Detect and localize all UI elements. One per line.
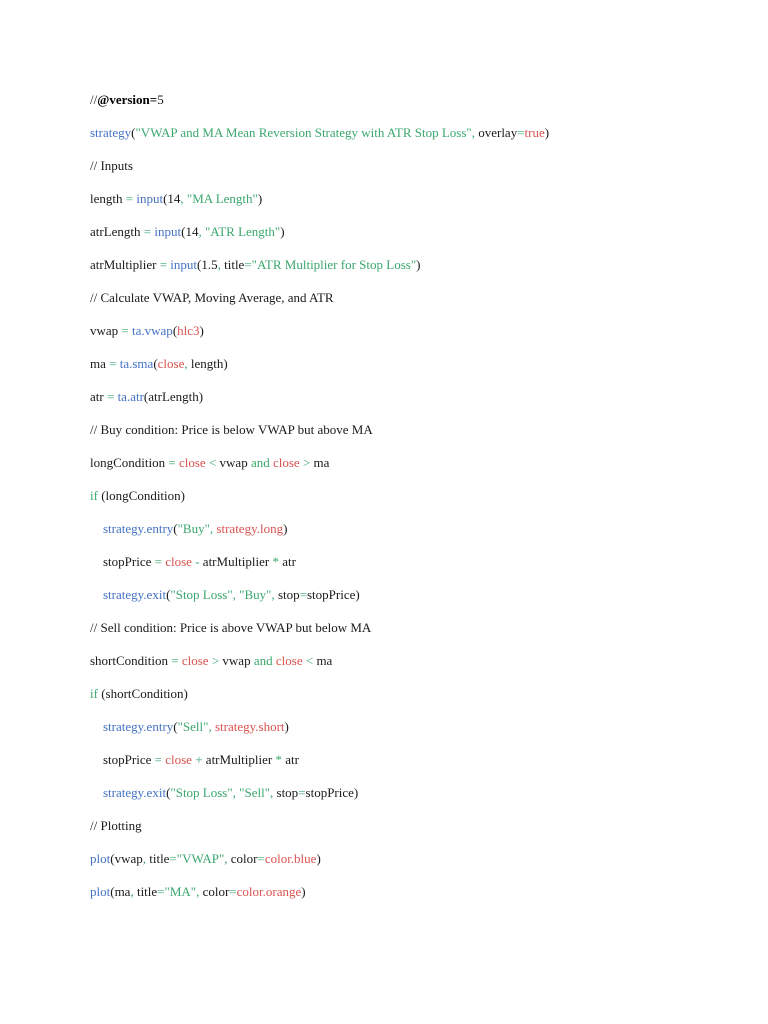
code-token-op: = bbox=[169, 851, 177, 866]
code-token-op: * bbox=[275, 752, 286, 767]
code-token-plain: (vwap bbox=[110, 851, 143, 866]
code-token-op: = bbox=[298, 785, 306, 800]
code-token-keyword: close bbox=[157, 356, 185, 371]
code-token-plain: length) bbox=[190, 356, 228, 371]
code-line bbox=[90, 850, 740, 883]
code-token-keyword: close bbox=[272, 455, 303, 470]
code-token-op: > bbox=[302, 455, 314, 470]
code-token-plain: 5 bbox=[157, 92, 164, 107]
code-token-plain: title bbox=[136, 884, 158, 899]
code-token-plain: // bbox=[90, 92, 98, 107]
code-token-func: strategy.entry bbox=[103, 521, 174, 536]
code-token-op: , bbox=[184, 356, 191, 371]
code-line bbox=[90, 322, 740, 355]
code-line bbox=[90, 685, 740, 718]
code-token-func: strategy.exit bbox=[103, 785, 167, 800]
code-token-plain: stopPrice bbox=[103, 752, 155, 767]
code-token-plain: atr bbox=[90, 389, 107, 404]
code-token-func: input bbox=[136, 191, 164, 206]
code-token-plain: (atrLength) bbox=[143, 389, 204, 404]
code-line bbox=[90, 586, 740, 619]
code-token-plain: vwap bbox=[219, 455, 251, 470]
code-token-plain: atrMultiplier bbox=[202, 554, 273, 569]
code-token-string: "Sell", bbox=[177, 719, 215, 734]
code-token-op: = bbox=[244, 257, 252, 272]
code-token-string: "VWAP and MA Mean Reversion Strategy with ATR Stop Loss", bbox=[135, 125, 479, 140]
code-token-plain: stop bbox=[276, 785, 299, 800]
code-token-comment: // Sell condition: Price is above VWAP but below MA bbox=[90, 620, 372, 635]
code-token-plain: ( bbox=[131, 125, 136, 140]
code-token-op: + bbox=[195, 752, 206, 767]
code-token-keyword: strategy.long bbox=[216, 521, 284, 536]
code-token-op: and bbox=[250, 455, 273, 470]
code-token-func: plot bbox=[90, 884, 111, 899]
code-token-string: "MA", bbox=[164, 884, 203, 899]
code-token-plain: longCondition bbox=[90, 455, 169, 470]
code-line bbox=[90, 817, 740, 850]
code-token-op: = bbox=[157, 884, 165, 899]
code-line bbox=[90, 751, 740, 784]
code-token-string: "VWAP", bbox=[176, 851, 231, 866]
code-token-plain: title bbox=[224, 257, 245, 272]
code-token-plain: atr bbox=[282, 554, 296, 569]
code-line bbox=[90, 784, 740, 817]
code-token-plain: ( bbox=[166, 587, 171, 602]
code-token-plain: ( bbox=[173, 719, 178, 734]
code-token-op: * bbox=[272, 554, 283, 569]
code-token-string: "Stop Loss", "Buy", bbox=[170, 587, 278, 602]
code-token-op: > bbox=[211, 653, 223, 668]
code-line bbox=[90, 91, 740, 124]
code-token-op: = bbox=[229, 884, 237, 899]
code-line bbox=[90, 883, 740, 916]
code-token-op: and bbox=[253, 653, 276, 668]
code-token-func: ta.atr bbox=[117, 389, 144, 404]
code-token-op: = bbox=[159, 257, 171, 272]
code-line bbox=[90, 289, 740, 322]
code-token-func: strategy.entry bbox=[103, 719, 174, 734]
code-token-plain: (shortCondition) bbox=[101, 686, 188, 701]
code-token-string: "MA Length" bbox=[186, 191, 258, 206]
code-token-keyword: close bbox=[165, 752, 196, 767]
code-token-string: "Stop Loss", "Sell", bbox=[170, 785, 277, 800]
code-token-plain: (14 bbox=[163, 191, 181, 206]
code-token-plain: color bbox=[202, 884, 230, 899]
code-token-keyword: close bbox=[165, 554, 196, 569]
code-token-plain: stop bbox=[277, 587, 300, 602]
code-token-plain: (1.5 bbox=[197, 257, 218, 272]
code-token-func: strategy bbox=[90, 125, 132, 140]
code-token-plain: stopPrice) bbox=[306, 587, 360, 602]
code-line bbox=[90, 553, 740, 586]
code-token-keyword: true bbox=[524, 125, 545, 140]
code-line bbox=[90, 190, 740, 223]
code-line bbox=[90, 652, 740, 685]
code-token-keyword: close bbox=[275, 653, 306, 668]
code-token-op: = bbox=[154, 752, 166, 767]
code-token-op: < bbox=[305, 653, 317, 668]
code-token-op: , bbox=[130, 884, 137, 899]
code-token-func: ta.sma bbox=[119, 356, 154, 371]
code-token-keyword: close bbox=[181, 653, 212, 668]
code-token-plain: ) bbox=[283, 521, 288, 536]
code-token-op: = bbox=[121, 323, 133, 338]
code-token-plain: ( bbox=[172, 323, 178, 338]
code-token-op: = bbox=[517, 125, 525, 140]
code-token-plain: atrMultiplier bbox=[205, 752, 276, 767]
code-token-func: input bbox=[170, 257, 198, 272]
code-token-plain: ) bbox=[284, 719, 289, 734]
code-line bbox=[90, 487, 740, 520]
code-line bbox=[90, 157, 740, 190]
code-token-func: plot bbox=[90, 851, 111, 866]
code-token-op: = bbox=[143, 224, 155, 239]
code-line bbox=[90, 520, 740, 553]
code-token-plain: ) bbox=[257, 191, 263, 206]
code-line bbox=[90, 388, 740, 421]
code-token-comment: // Calculate VWAP, Moving Average, and ATR bbox=[90, 290, 334, 305]
code-token-plain: ( bbox=[173, 521, 178, 536]
code-line bbox=[90, 454, 740, 487]
code-line bbox=[90, 124, 740, 157]
code-line bbox=[90, 421, 740, 454]
code-token-keyword: color.blue bbox=[264, 851, 317, 866]
code-token-keyword: color.orange bbox=[236, 884, 302, 899]
code-token-plain: length bbox=[90, 191, 126, 206]
code-token-func: strategy.exit bbox=[103, 587, 167, 602]
code-token-plain: atrMultiplier bbox=[90, 257, 160, 272]
code-token-plain: (longCondition) bbox=[101, 488, 185, 503]
code-document bbox=[90, 91, 740, 916]
code-token-plain: vwap bbox=[222, 653, 254, 668]
code-token-plain: ( bbox=[166, 785, 171, 800]
code-token-plain: ma bbox=[316, 653, 333, 668]
code-token-func: input bbox=[154, 224, 182, 239]
code-token-plain: stopPrice) bbox=[305, 785, 359, 800]
code-token-plain: ) bbox=[544, 125, 550, 140]
code-line bbox=[90, 256, 740, 289]
code-token-op: , bbox=[142, 851, 150, 866]
code-token-plain: ) bbox=[199, 323, 204, 338]
code-token-op: , bbox=[180, 191, 187, 206]
code-token-bold: @version= bbox=[97, 92, 158, 107]
code-token-plain: ( bbox=[153, 356, 158, 371]
code-token-op: if bbox=[90, 686, 102, 701]
code-token-comment: // Plotting bbox=[90, 818, 142, 833]
code-token-string: "ATR Length" bbox=[204, 224, 281, 239]
code-token-plain: ma bbox=[313, 455, 330, 470]
code-token-op: = bbox=[257, 851, 265, 866]
code-token-op: < bbox=[208, 455, 220, 470]
code-token-op: - bbox=[195, 554, 203, 569]
code-token-op: = bbox=[154, 554, 166, 569]
code-token-plain: title bbox=[149, 851, 170, 866]
code-token-string: "ATR Multiplier for Stop Loss" bbox=[251, 257, 417, 272]
code-token-plain: vwap bbox=[90, 323, 122, 338]
code-token-plain: (14 bbox=[181, 224, 199, 239]
code-token-op: = bbox=[106, 389, 118, 404]
code-token-op: = bbox=[171, 653, 182, 668]
code-token-op: = bbox=[168, 455, 179, 470]
code-line bbox=[90, 223, 740, 256]
code-line bbox=[90, 718, 740, 751]
code-token-string: "Buy", bbox=[177, 521, 217, 536]
code-token-plain: ma bbox=[90, 356, 110, 371]
code-token-func: ta.vwap bbox=[132, 323, 173, 338]
code-token-op: = bbox=[299, 587, 307, 602]
code-token-plain: (ma bbox=[110, 884, 131, 899]
code-token-keyword: strategy.short bbox=[214, 719, 285, 734]
code-token-keyword: close bbox=[178, 455, 209, 470]
code-token-plain: ) bbox=[280, 224, 285, 239]
code-token-op: , bbox=[198, 224, 205, 239]
code-token-op: = bbox=[125, 191, 137, 206]
code-token-plain: shortCondition bbox=[90, 653, 172, 668]
code-token-comment: // Inputs bbox=[90, 158, 133, 173]
code-token-plain: ) bbox=[316, 851, 321, 866]
code-token-op: , bbox=[217, 257, 225, 272]
code-line bbox=[90, 355, 740, 388]
code-token-plain: ) bbox=[301, 884, 306, 899]
code-token-plain: color bbox=[230, 851, 258, 866]
code-token-comment: // Buy condition: Price is below VWAP but above MA bbox=[90, 422, 373, 437]
code-token-plain: stopPrice bbox=[103, 554, 155, 569]
code-token-plain: atr bbox=[285, 752, 299, 767]
code-token-op: = bbox=[109, 356, 120, 371]
code-token-op: if bbox=[90, 488, 102, 503]
code-token-keyword: hlc3 bbox=[177, 323, 200, 338]
code-token-plain: atrLength bbox=[90, 224, 144, 239]
code-line bbox=[90, 619, 740, 652]
code-token-plain: overlay bbox=[478, 125, 518, 140]
code-token-plain: ) bbox=[416, 257, 421, 272]
